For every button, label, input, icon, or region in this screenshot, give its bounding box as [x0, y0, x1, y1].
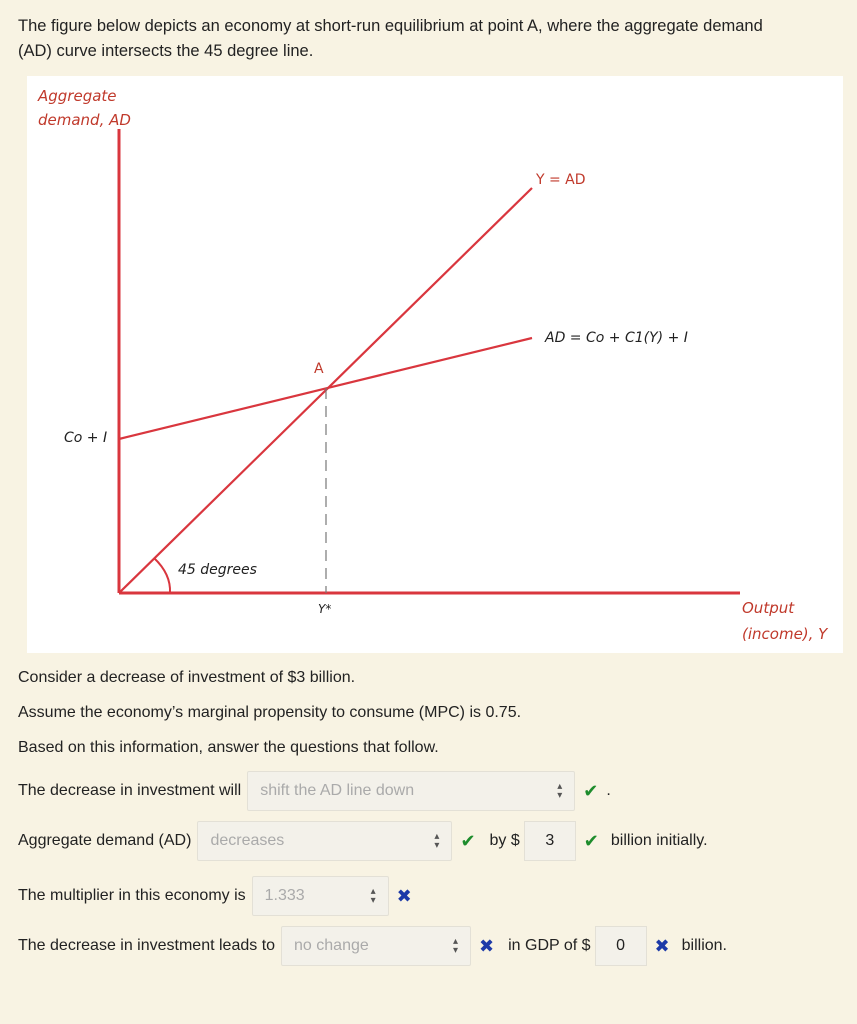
- select-arrows-icon: ▴ ▾: [434, 831, 440, 851]
- info-investment: Consider a decrease of investment of $3 billion.: [18, 669, 356, 686]
- y-axis-label-line-2: demand, AD: [38, 111, 131, 129]
- question-4-row: [18, 926, 727, 966]
- check-icon: ✔: [460, 830, 476, 851]
- cross-icon: ✖: [654, 935, 670, 956]
- info-instructions: Based on this information, answer the questions that follow.: [18, 739, 439, 756]
- check-icon: ✔: [583, 780, 599, 801]
- multiplier-select[interactable]: [252, 876, 389, 916]
- cross-icon: ✖: [479, 935, 495, 956]
- question-3-prefix: The multiplier in this economy is: [18, 887, 246, 904]
- ad-direction-select-value: decreases: [210, 832, 285, 849]
- question-2-by-text: by $: [489, 832, 520, 849]
- question-1-prefix: The decrease in investment will: [18, 782, 242, 799]
- question-2-suffix: billion initially.: [610, 832, 708, 849]
- check-icon: ✔: [583, 830, 599, 851]
- question-3-row: [18, 876, 412, 916]
- select-arrows-icon: ▴ ▾: [370, 886, 376, 906]
- ad-shift-select-value: shift the AD line down: [260, 782, 415, 799]
- gdp-change-select-value: no change: [294, 937, 369, 954]
- x-axis-label-line-2: (income), Y: [742, 625, 828, 643]
- line-45-label: Y = AD: [536, 172, 586, 188]
- intro-line-2: (AD) curve intersects the 45 degree line.: [18, 42, 314, 60]
- question-1-row: [18, 771, 611, 811]
- cross-icon: ✖: [396, 885, 412, 906]
- point-a-label: A: [314, 361, 324, 377]
- y-axis-label-line-1: Aggregate: [38, 87, 117, 105]
- ad-direction-select[interactable]: [197, 821, 452, 861]
- equilibrium-output-label: Y*: [318, 602, 332, 616]
- question-2-row: [18, 821, 708, 861]
- ad-shift-select[interactable]: [247, 771, 575, 811]
- x-axis-label-line-1: Output: [742, 599, 795, 617]
- ad-change-amount-input[interactable]: 3: [524, 821, 576, 861]
- multiplier-select-value: 1.333: [264, 887, 305, 904]
- angle-arc: [154, 558, 170, 593]
- gdp-change-amount-input[interactable]: 0: [595, 926, 647, 966]
- intro-line-1: The figure below depicts an economy at short-run equilibrium at point A, where the aggregate demand: [18, 17, 763, 35]
- question-4-mid-text: in GDP of $: [508, 937, 591, 954]
- intro-text: [18, 14, 828, 64]
- ad-diagram: [27, 76, 843, 653]
- ad-diagram-svg: [27, 76, 843, 653]
- info-mpc: Assume the economy’s marginal propensity to consume (MPC) is 0.75.: [18, 704, 522, 721]
- intercept-label: Co + I: [64, 430, 108, 446]
- question-2-prefix: Aggregate demand (AD): [18, 832, 192, 849]
- ad-line-label: AD = Co + C1(Y) + I: [545, 330, 688, 346]
- select-arrows-icon: ▴ ▾: [453, 936, 459, 956]
- question-4-suffix: billion.: [681, 937, 727, 954]
- question-4-prefix: The decrease in investment leads to: [18, 937, 276, 954]
- select-arrows-icon: ▴ ▾: [557, 781, 563, 801]
- angle-label: 45 degrees: [178, 562, 257, 578]
- question-1-suffix: .: [606, 782, 611, 799]
- gdp-change-select[interactable]: [281, 926, 471, 966]
